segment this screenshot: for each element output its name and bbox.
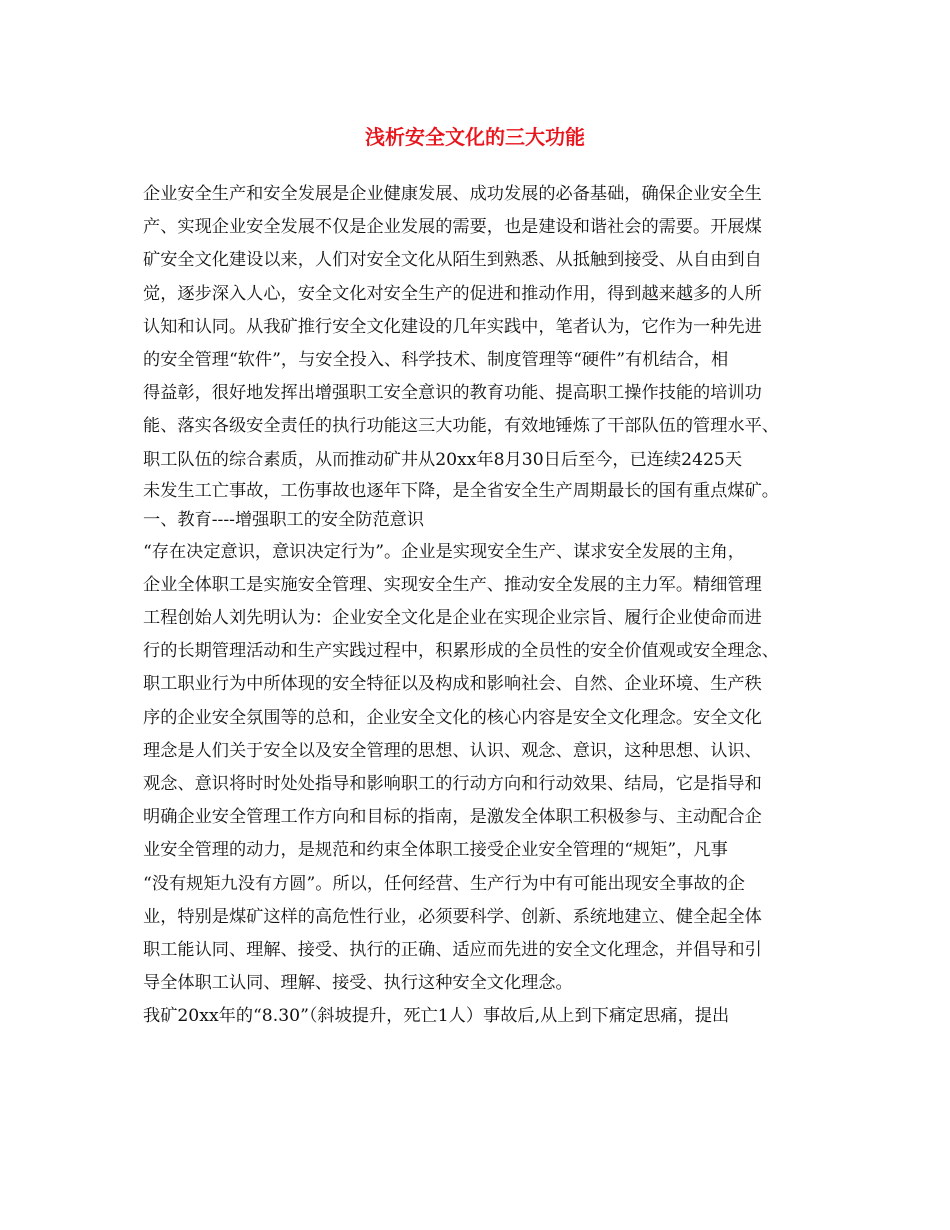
text-line: 职工职业行为中所体现的安全特征以及构成和影响社会、自然、企业环境、生产秩: [143, 674, 762, 695]
text-line: 观念、意识将时时处处指导和影响职工的行动方向和行动效果、结局，它是指导和: [143, 774, 762, 794]
text-line: 职工能认同、理解、接受、执行的正确、适应而先进的安全文化理念，并倡导和引: [143, 939, 762, 960]
text-line: 行的长期管理活动和生产实践过程中，积累形成的全员性的安全价值观或安全理念、: [143, 641, 779, 662]
text-line: 得益彰，很好地发挥出增强职工安全意识的教育功能、提高职工操作技能的培训功: [143, 383, 762, 404]
text-line: 我矿20xx年的“8.30”（斜坡提升，死亡1人）事故后,从上到下痛定思痛，提出: [143, 1006, 730, 1027]
text-line: 业，特别是煤矿这样的高危性行业，必须要科学、创新、系统地建立、健全起全体: [143, 906, 762, 927]
text-line: 企业全体职工是实施安全管理、实现安全生产、推动安全发展的主力军。精细管理: [143, 574, 762, 595]
text-line: 明确企业安全管理工作方向和目标的指南，是激发全体职工积极参与、主动配合企: [143, 807, 762, 828]
text-line: 能、落实各级安全责任的执行功能这三大功能，有效地锤炼了干部队伍的管理水平、: [143, 416, 779, 437]
text-line: 企业安全生产和安全发展是企业健康发展、成功发展的必备基础，确保企业安全生: [143, 184, 762, 204]
text-line: 职工队伍的综合素质，从而推动矿井从20xx年8月30日后至今，已连续2425天: [143, 449, 743, 470]
text-line: 觉，逐步深入人心，安全文化对安全生产的促进和推动作用，得到越来越多的人所: [143, 283, 762, 304]
text-line: 序的企业安全氛围等的总和，企业安全文化的核心内容是安全文化理念。安全文化: [143, 707, 762, 728]
text-line: 矿安全文化建设以来，人们对安全文化从陌生到熟悉、从抵触到接受、从自由到自: [143, 250, 762, 271]
text-line: 工程创始人刘先明认为：企业安全文化是企业在实现企业宗旨、履行企业使命而进: [143, 608, 762, 629]
document-body: [143, 178, 811, 1034]
text-line: 业安全管理的动力，是规范和约束全体职工接受企业安全管理的“规矩”，凡事: [143, 840, 728, 861]
section-heading: 一、教育----增强职工的安全防范意识: [143, 510, 425, 531]
text-line: 未发生工亡事故，工伤事故也逐年下降，是全省安全生产周期最长的国有重点煤矿。: [143, 480, 779, 501]
text-line: 的安全管理“软件”，与安全投入、科学技术、制度管理等“硬件”有机结合，相: [143, 349, 729, 370]
text-line: 导全体职工认同、理解、接受、执行这种安全文化理念。: [143, 973, 573, 994]
text-line: “没有规矩九没有方圆”。所以，任何经营、生产行为中有可能出现安全事故的企: [143, 873, 745, 894]
page-title: 浅析安全文化的三大功能: [365, 125, 585, 149]
text-line: 理念是人们关于安全以及安全管理的思想、认识、观念、意识，这种思想、认识、: [143, 740, 762, 761]
text-line: 认知和认同。从我矿推行安全文化建设的几年实践中，笔者认为，它作为一种先进: [143, 316, 762, 337]
text-line: 产、实现企业安全发展不仅是企业发展的需要，也是建设和谐社会的需要。开展煤: [143, 217, 762, 238]
text-line: “存在决定意识，意识决定行为”。企业是实现安全生产、谋求安全发展的主角，: [143, 541, 745, 562]
